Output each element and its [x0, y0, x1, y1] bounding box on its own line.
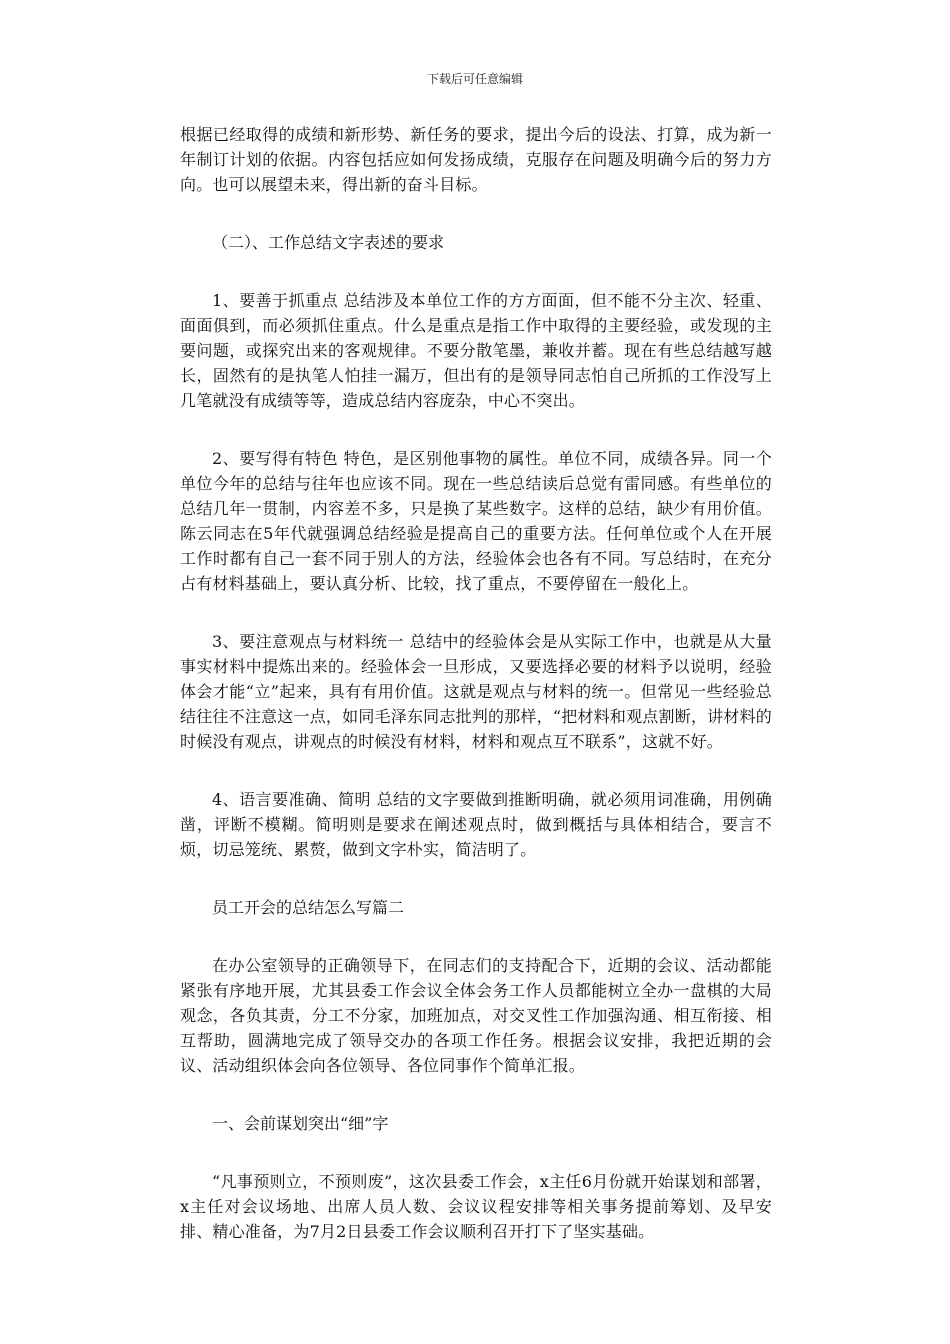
paragraph-part-two-intro: 在办公室领导的正确领导下，在同志们的支持配合下，近期的会议、活动都能紧张有序地开展，尤其县委工作会议全体会务工作人员都能树立全办一盘棋的大局观念，各负其责，分工不分家，加班加点，对交叉性工作加强沟通、相互衔接、相互帮助，圆满地完成了领导交办的各项工作任务。根据会议安排，我把近期的会议、活动组织体会向各位领导、各位同事作个简单汇报。 [180, 956, 772, 1075]
paragraph-point-2: 2、要写得有特色 特色，是区别他事物的属性。单位不同，成绩各异。同一个单位今年的总结与往年也应该不同。现在一些总结读后总觉有雷同感。有些单位的总结几年一贯制，内容差不多，只是换了某些数字。这样的总结，缺少有用价值。陈云同志在5年代就强调总结经验是提高自己的重要方法。任何单位或个人在开展工作时都有自己一套不同于别人的方法，经验体会也各有不同。写总结时，在充分占有材料基础上，要认真分析、比较，找了重点，不要停留在一般化上。 [180, 449, 772, 593]
paragraph-intro: 根据已经取得的成绩和新形势、新任务的要求，提出今后的设法、打算，成为新一年制订计划的依据。内容包括应如何发扬成绩，克服存在问题及明确今后的努力方向。也可以展望未来，得出新的奋斗目标。 [180, 125, 772, 194]
paragraph-point-4: 4、语言要准确、简明 总结的文字要做到推断明确，就必须用词准确，用例确凿，评断不模糊。简明则是要求在阐述观点时，做到概括与具体相结合，要言不烦，切忌笼统、累赘，做到文字朴实，简洁明了。 [180, 790, 772, 859]
document-body [180, 122, 772, 1277]
section-heading-part-two: 员工开会的总结怎么写篇二 [212, 898, 405, 917]
paragraph-point-3: 3、要注意观点与材料统一 总结中的经验体会是从实际工作中，也就是从大量事实材料中提炼出来的。经验体会一旦形成，又要选择必要的材料予以说明，经验体会才能“立”起来，具有有用价值。这就是观点与材料的统一。但常见一些经验总结往往不注意这一点，如同毛泽东同志批判的那样，“把材料和观点割断，讲材料的时候没有观点，讲观点的时候没有材料，材料和观点互不联系”，这就不好。 [180, 632, 772, 751]
page-header: 下载后可任意编辑 [426, 72, 523, 86]
section-heading-pre-meeting: 一、会前谋划突出“细”字 [212, 1114, 389, 1133]
paragraph-point-1: 1、要善于抓重点 总结涉及本单位工作的方方面面，但不能不分主次、轻重、面面俱到，而必须抓住重点。什么是重点是指工作中取得的主要经验，或发现的主要问题，或探究出来的客观规律。不要分散笔墨，兼收并蓄。现在有些总结越写越长，固然有的是执笔人怕挂一漏万，但出有的是领导同志怕自己所抓的工作没写上几笔就没有成绩等等，造成总结内容庞杂，中心不突出。 [180, 291, 772, 410]
paragraph-pre-meeting: “凡事预则立，不预则废”，这次县委工作会，x主任6月份就开始谋划和部署，x主任对会议场地、出席人员人数、会议议程安排等相关事务提前筹划、及早安排、精心准备，为7月2日县委工作会议顺利召开打下了坚实基础。 [180, 1172, 772, 1241]
section-heading-requirements: （二）、工作总结文字表述的要求 [212, 233, 445, 252]
